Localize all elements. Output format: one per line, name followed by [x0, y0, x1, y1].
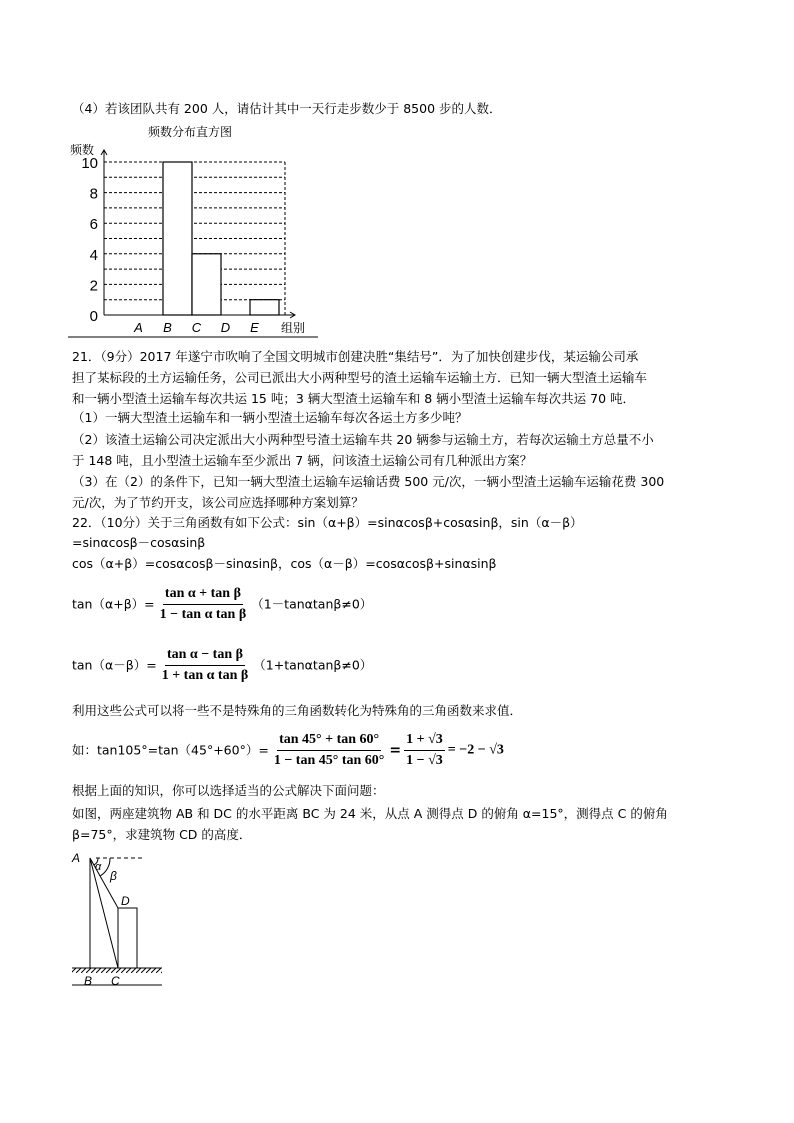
y-tick-label: 2 — [89, 277, 98, 295]
label-D: D — [121, 894, 130, 908]
q22-line: β=75°，求建筑物 CD 的高度． — [72, 827, 252, 842]
y-axis-label: 频数 — [70, 143, 95, 157]
example-formula: 如：tan105°=tan（45°+60°）= $\frac{\tan 45^\circ + \tan 60^\circ}{1 - \tan 45^\circ \tan 60^\circ}$ = $\frac{1 + √3}{1 - √3}$ = −2 − √3 — [72, 732, 504, 768]
label-alpha: α — [95, 861, 102, 873]
q22-line: cos（α+β）=cosαcosβ－sinαsinβ，cos（α－β）=cosαcosβ+sinαsinβ — [72, 556, 497, 571]
label-A: A — [72, 851, 81, 865]
q21-line: 和一辆小型渣土运输车每次共运 15 吨；3 辆大型渣土运输车和 8 辆小型渣土运输车每次共运 70 吨． — [72, 391, 636, 406]
x-tick-label: C — [191, 320, 202, 335]
q22-line: =sinαcosβ－cosαsinβ — [72, 535, 206, 550]
label-beta: β — [110, 869, 117, 883]
q21-line: （2）该渣土运输公司决定派出大小两种型号渣土运输车共 20 辆参与运输土方，若每次运输土方总量不小 — [72, 432, 654, 447]
bar-E — [250, 300, 279, 315]
chart-title: 频数分布直方图 — [148, 125, 233, 139]
q22-line: 根据上面的知识，你可以选择适当的公式解决下面问题： — [72, 783, 385, 798]
x-tick-label: B — [163, 320, 172, 335]
label-B: B — [84, 974, 93, 988]
q21-line: 担了某标段的土方运输任务，公司已派出大小两种型号的渣土运输车运输土方．已知一辆大型渣土运输车 — [72, 370, 648, 385]
y-tick-label: 4 — [89, 246, 98, 264]
tan-diff-formula: tan（α－β）= $\frac{\text{tan α − tan β}}{\text{1 + tan α tan β}}$ （1+tanαtanβ≠0） — [72, 647, 373, 683]
q21-line: （1）一辆大型渣土运输车和一辆小型渣土运输车每次各运土方多少吨？ — [72, 410, 468, 425]
tan-sum-formula: tan（α+β）= $\frac{\text{tan α + tan β}}{\text{1 − tan α tan β}}$ （1－tanαtanβ≠0） — [72, 586, 373, 622]
q22-line: 如图，两座建筑物 AB 和 DC 的水平距离 BC 为 24 米，从点 A 测得点 D 的俯角 α=15°，测得点 C 的俯角 — [72, 806, 668, 821]
q21-line: （3）在（2）的条件下，已知一辆大型渣土运输车运输话费 500 元/次，一辆小型渣土运输车运输花费 300 — [72, 474, 665, 489]
q21-line: 21．（9分）2017 年遂宁市吹响了全国文明城市创建决胜“集结号”．为了加快创建步伐，某运输公司承 — [72, 349, 639, 364]
q21-line: 元/次，为了节约开支，该公司应选择哪种方案划算？ — [72, 495, 364, 510]
x-tick-label: A — [134, 320, 143, 335]
bar-B — [163, 162, 192, 315]
histogram-chart — [68, 120, 328, 345]
x-axis-label: 组别 — [281, 321, 306, 335]
q21-line: 于 148 吨，且小型渣土运输车至少派出 7 辆，问该渣土运输公司有几种派出方案？ — [72, 453, 533, 468]
x-tick-label: D — [220, 320, 231, 335]
label-C: C — [111, 974, 120, 988]
q22-use-line: 利用这些公式可以将一些不是特殊角的三角函数转化为特殊角的三角函数来求值． — [72, 703, 523, 718]
q20-part4: （4）若该团队共有 200 人，请估计其中一天行走步数少于 8500 步的人数． — [72, 101, 502, 116]
q22-line: 22．（10分）关于三角函数有如下公式：sin（α+β）=sinαcosβ+cosαsinβ，sin（α－β） — [72, 515, 583, 530]
y-tick-label: 0 — [89, 308, 98, 325]
bar-C — [192, 254, 221, 315]
buildings-figure — [66, 848, 176, 990]
y-tick-label: 8 — [89, 185, 98, 203]
y-tick-label: 10 — [81, 155, 98, 172]
x-tick-label: E — [250, 320, 259, 335]
y-tick-label: 6 — [89, 216, 98, 234]
